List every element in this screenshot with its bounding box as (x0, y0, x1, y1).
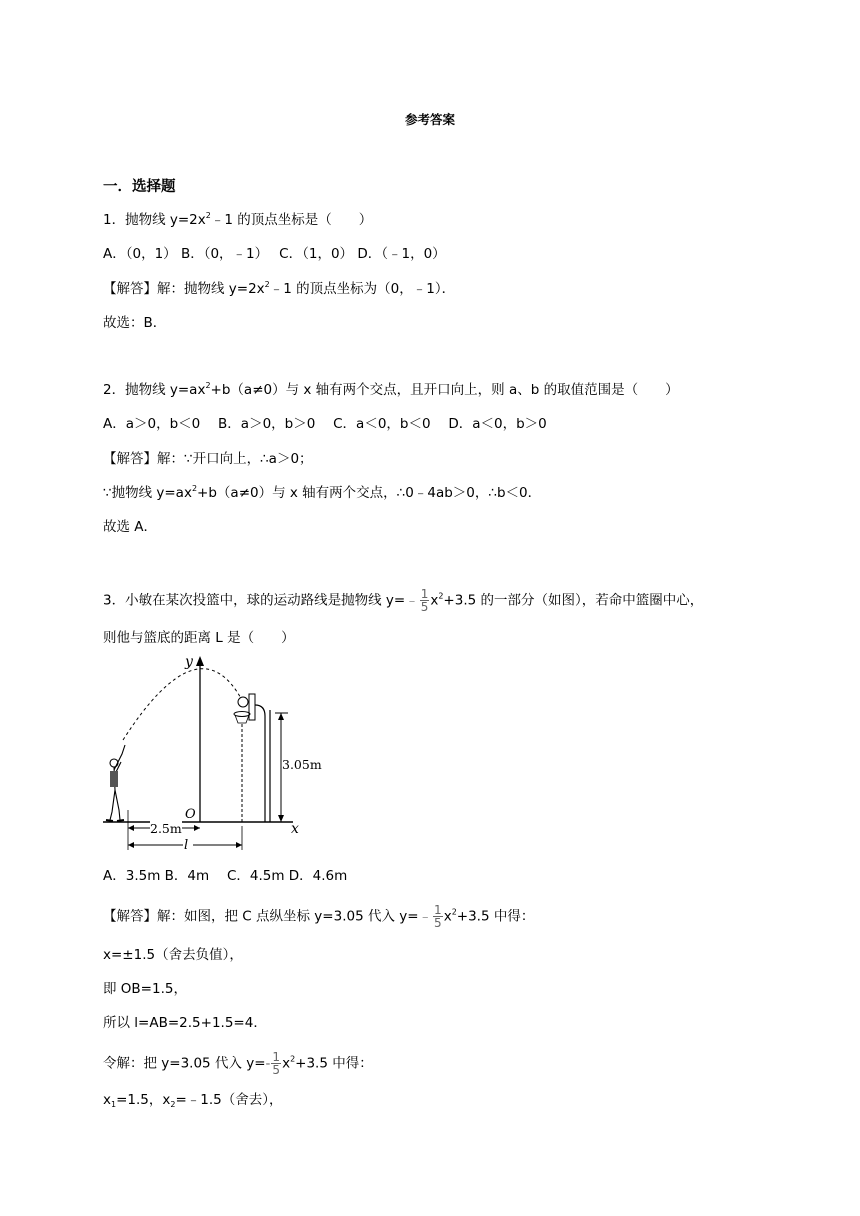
q2-answer-1: 【解答】解：∵开口向上，∴a＞0； (103, 451, 313, 467)
y-axis-arrow (196, 656, 204, 666)
q1-options: A．（0，1） B．（0，﹣1） C．（1，0） D．（﹣1，0） (103, 246, 446, 262)
q2-choice: 故选 A． (103, 519, 158, 535)
origin-label: O (185, 807, 196, 822)
basketball-diagram (103, 650, 322, 860)
player-figure (106, 745, 125, 821)
y-axis-label: y (185, 654, 193, 670)
q3-options: A．3.5m B．4m C．4.5m D．4.6m (103, 868, 348, 884)
q2-stem: 2．抛物线 $y=ax^2+b(a\ne 0)$与 x 轴有两个交点，且开口向上，则 a、b 的取值范围是（ ） (103, 381, 679, 398)
pole (255, 705, 265, 822)
q1-stem: 1．抛物线 $y=2x^2﹣1$ 的顶点坐标是（ ） (103, 211, 373, 228)
q1-answer: 【解答】解：抛物线 $y=2x^2﹣1$ 的顶点坐标为（0，﹣1）． (103, 280, 456, 297)
hoop (234, 712, 250, 717)
fraction: $\frac{1}{5}$ (272, 1050, 281, 1077)
ball (238, 697, 248, 707)
q3-answer-4: 所以 l=AB=2.5+1.5=4． (103, 1015, 267, 1031)
fraction: $\frac{1}{5}$ (434, 903, 442, 930)
q1-choice: 故选：B． (103, 315, 167, 331)
q3-answer-2: x=±1.5（舍去负值）， (103, 947, 243, 963)
ball-trajectory (123, 669, 243, 740)
distance-2-5-label: 2.5m (150, 821, 182, 836)
backboard (249, 694, 255, 720)
section-heading: 一．选择题 (103, 179, 176, 195)
q3-answer-5: 令解：把 y=3.05 代入 y=- $\frac{1}{5}$ $x^2+3.5$ 中得： (103, 1050, 373, 1077)
q3-answer-1: 【解答】解：如图，把 C 点纵坐标 y=3.05 代入 y=﹣ $\frac{1}{5}$ $x^2+3.5$ 中得： (103, 903, 535, 930)
q2-options: A．a＞0，b＜0 B．a＞0，b＞0 C．a＜0，b＜0 D．a＜0，b＞0 (103, 416, 547, 432)
height-label: 3.05m (282, 757, 322, 772)
q3-stem: 3．小敏在某次投篮中，球的运动路线是抛物线 y=﹣ $\frac{1}{5}$ $x^2+3.5$ 的一部分（如图），若命中篮圈中心， (103, 587, 704, 614)
q3-answer-3: 即 OB=1.5， (103, 981, 187, 997)
fraction: $\frac{1}{5}$ (420, 587, 429, 614)
page-title: 参考答案 (404, 112, 455, 127)
q3-answer-6: $x_1=1.5$，$x_2=﹣1.5$（舍去）， (103, 1092, 283, 1109)
q2-answer-2: ∵抛物线 $y=ax^2+b(a\ne 0)$与 x 轴有两个交点，∴0﹣4ab＞0，∴b＜0． (103, 484, 542, 501)
q3-stem-line2: 则他与篮底的距离 L 是（ ） (103, 630, 295, 646)
distance-l-label: l (184, 838, 189, 853)
x-axis-label: x (291, 821, 299, 837)
